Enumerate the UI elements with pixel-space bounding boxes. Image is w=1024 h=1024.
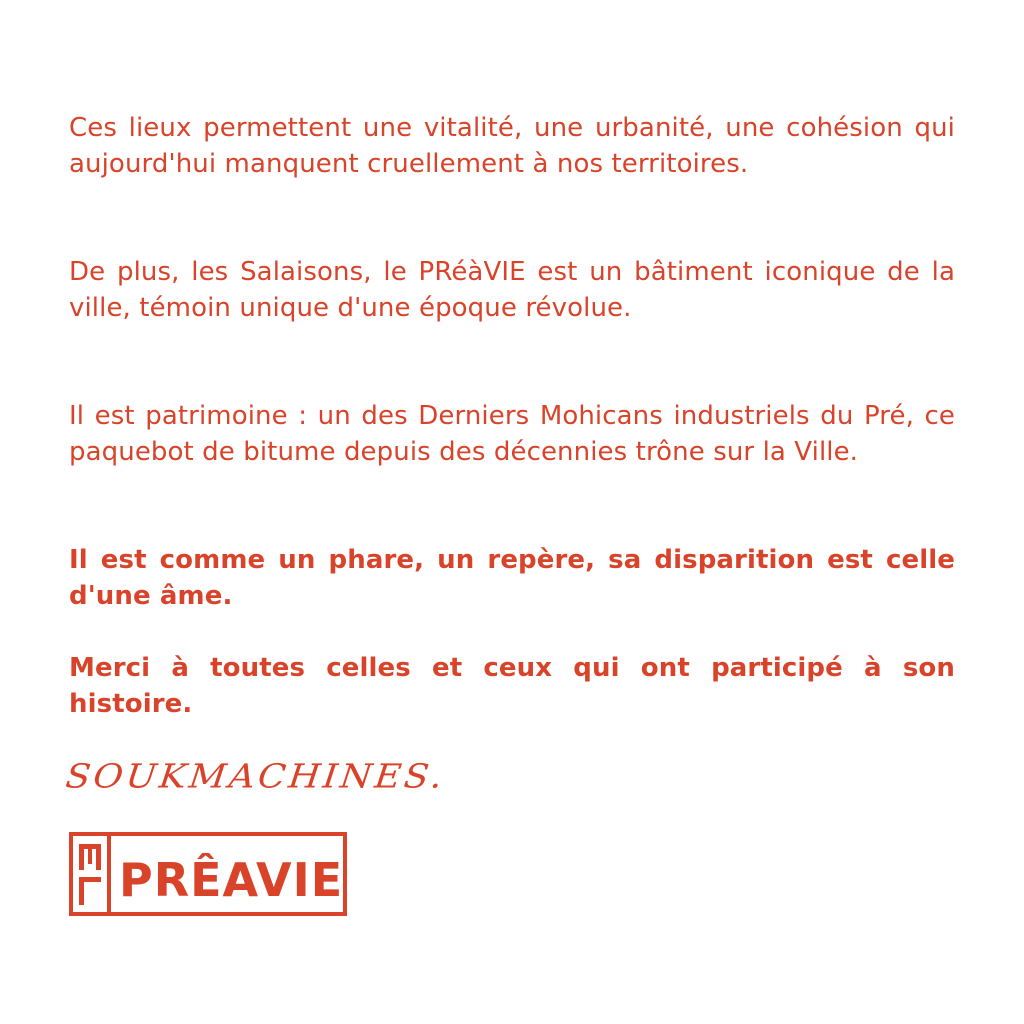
paragraph-iconic-building: De plus, les Salaisons, le PRéàVIE est un bâtiment iconique de la ville, témoin unique d'une époque révolue. — [69, 257, 955, 323]
paragraph-vitality: Ces lieux permettent une vitalité, une urbanité, une cohésion qui aujourd'hui manquent cruellement à nos territoires. — [69, 113, 955, 179]
paragraph-lighthouse: Il est comme un phare, un repère, sa disparition est celle d'une âme. — [69, 545, 955, 611]
paragraph-heritage: Il est patrimoine : un des Derniers Mohicans industriels du Pré, ce paquebot de bitume depuis des décennies trône sur la Ville. — [69, 401, 955, 467]
paragraph-thanks: Merci à toutes celles et ceux qui ont participé à son histoire. — [69, 653, 955, 719]
signature-soukmachines: SOUKMACHINES. — [63, 758, 448, 796]
le-preavie-logo — [69, 832, 347, 916]
svg-text:PRÊAVIE: PRÊAVIE — [119, 853, 344, 907]
